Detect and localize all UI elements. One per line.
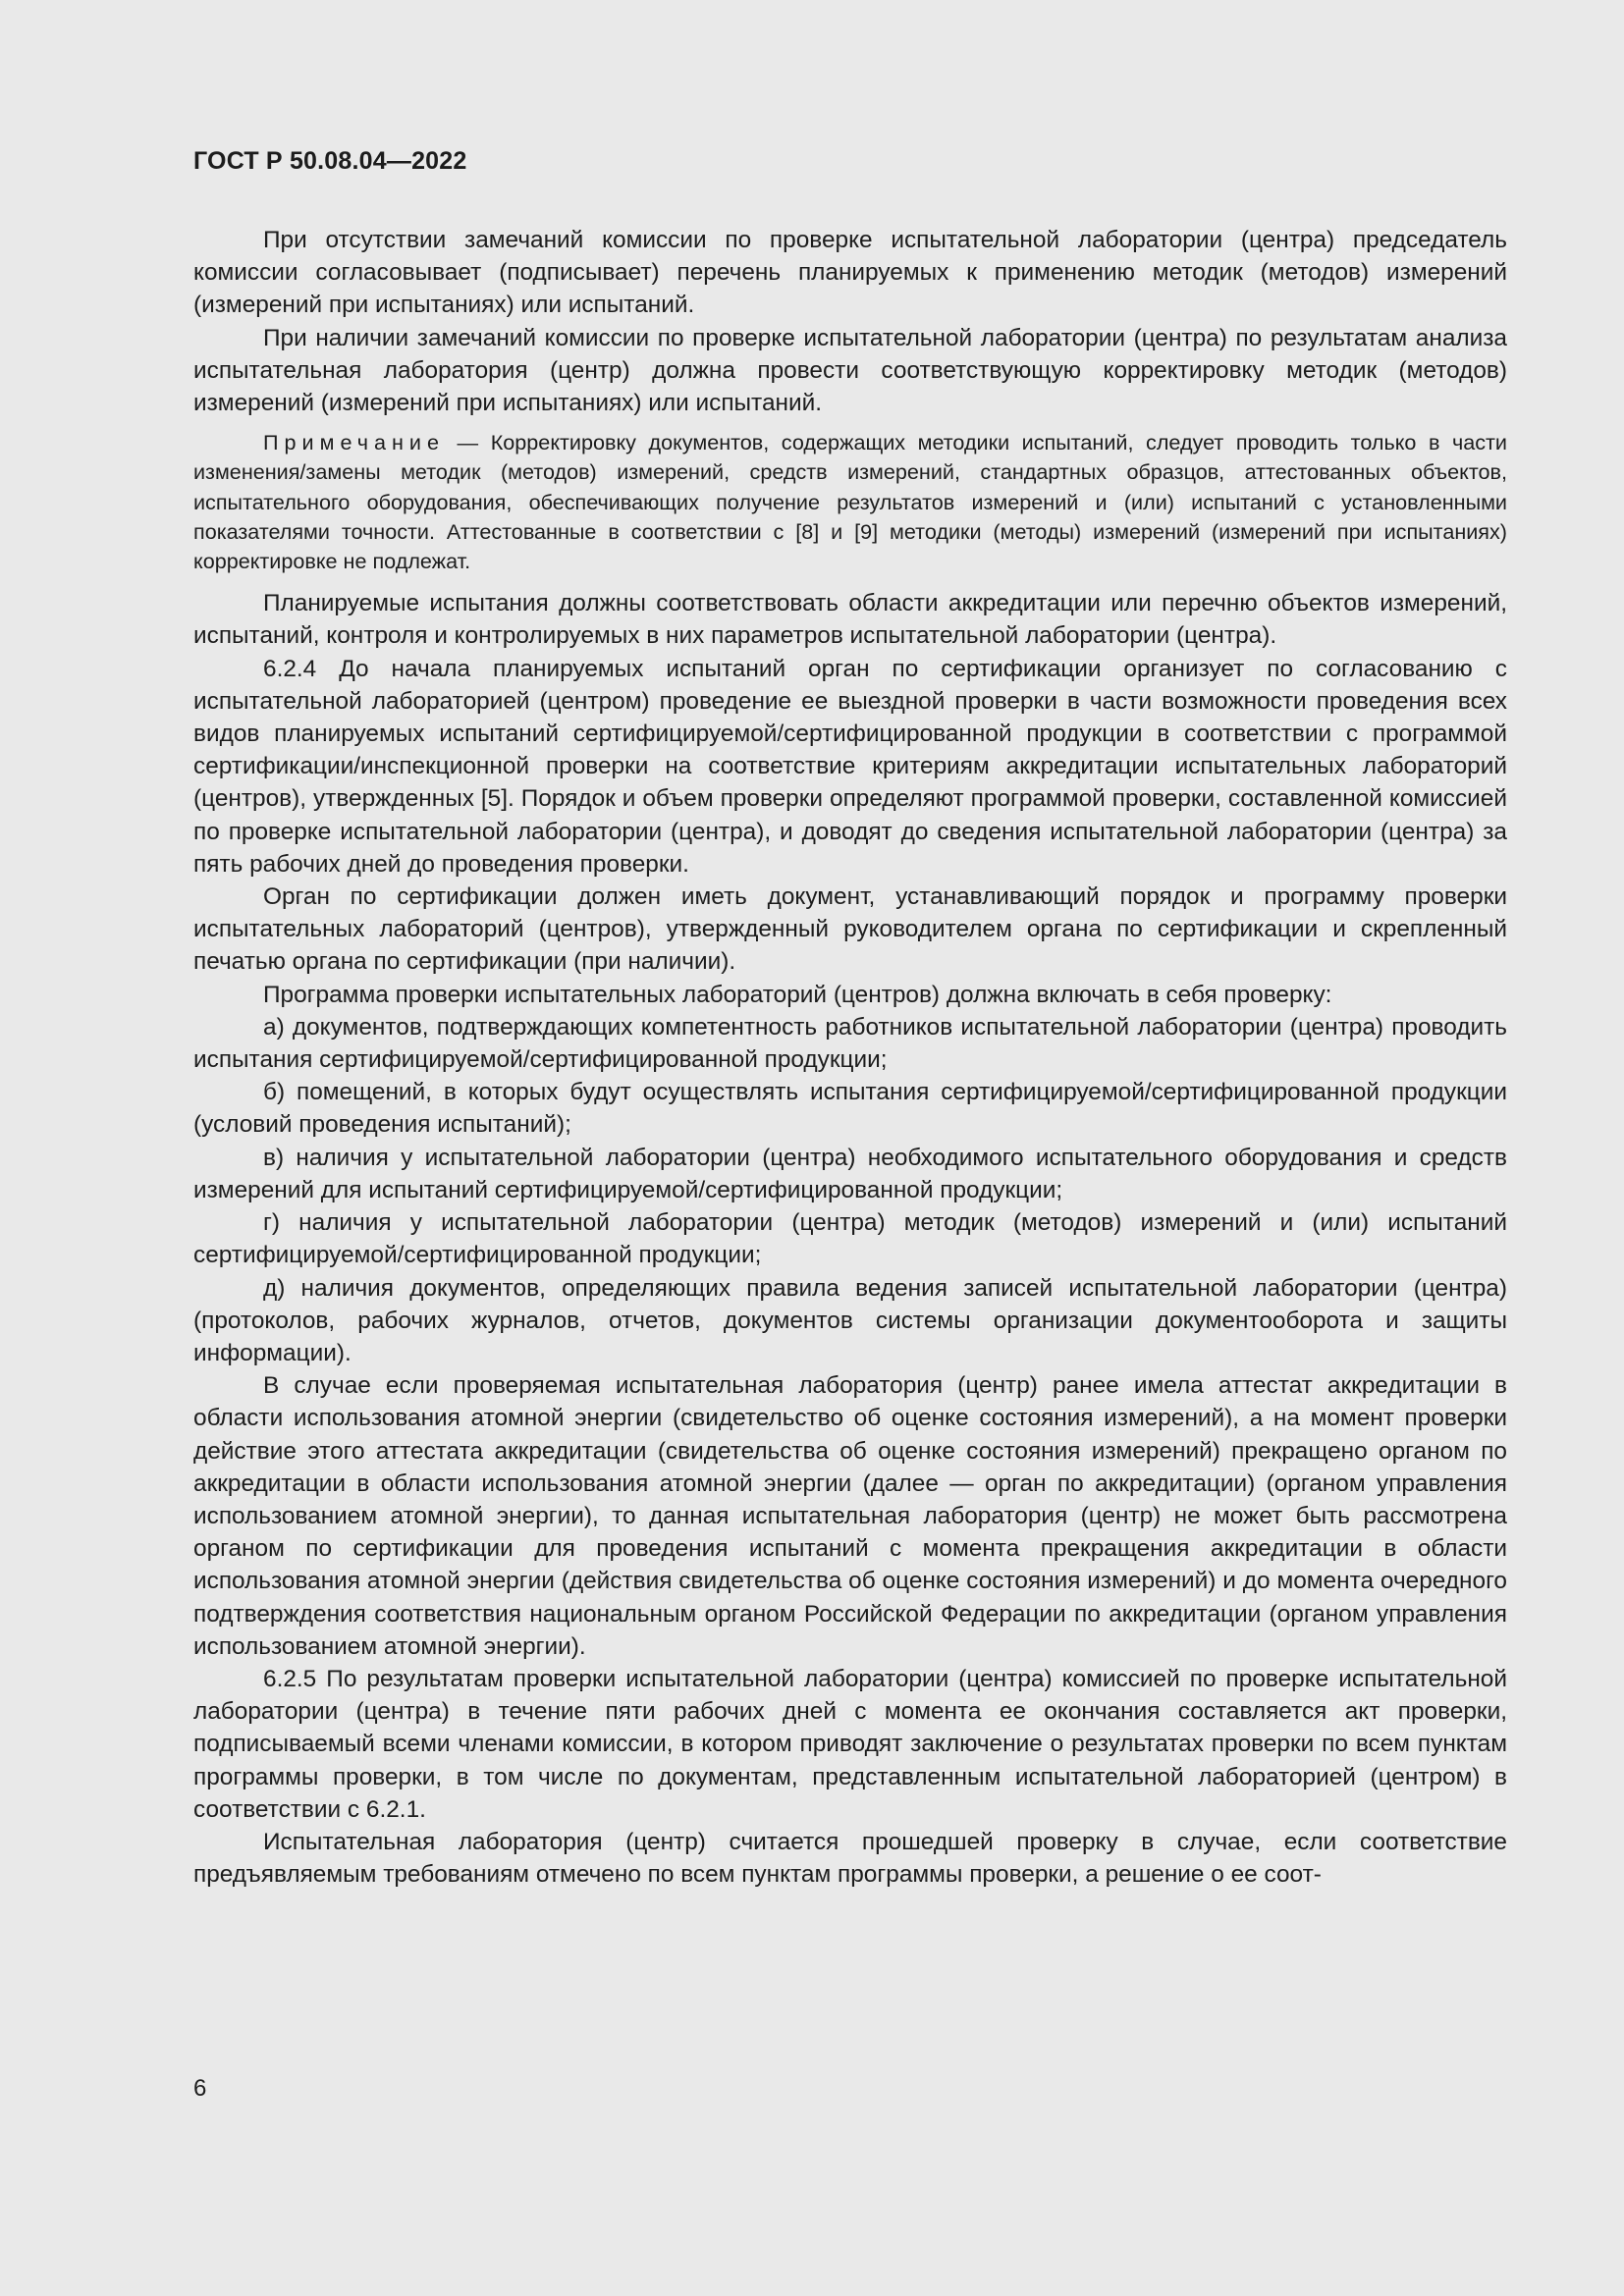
note-label: Примечание xyxy=(263,430,445,455)
document-code-header: ГОСТ Р 50.08.04—2022 xyxy=(193,147,467,175)
paragraph-certification-body-document: Орган по сертификации должен иметь документ, устанавливающий порядок и программу проверки испытательных лабораторий (центров), утвержденный руководителем органа по сертификации и скрепленный печатью органа по сертификации (при наличии). xyxy=(193,883,1507,976)
paragraph-inspection-program: Программа проверки испытательных лабораторий (центров) должна включать в себя проверку: xyxy=(263,981,1332,1008)
list-item-d: д) наличия документов, определяющих правила ведения записей испытательной лаборатории (центра) (протоколов, рабочих журналов, отчетов, документов системы организации документооборота и защиты информации). xyxy=(193,1274,1507,1366)
note-text: — Корректировку документов, содержащих методики испытаний, следует проводить только в части изменения/замены методик (методов) измерений, средств измерений, стандартных образцов, аттестованных объектов, испытательного оборудования, обеспечивающих получение результатов измерений и (или) испытаний с установленными показателями точности. Аттестованные в соответствии с [8] и [9] методики (методы) измерений (измерений при испытаниях) корректировке не подлежат. xyxy=(193,430,1507,574)
paragraph-inspection-passed: Испытательная лаборатория (центр) считается прошедшей проверку в случае, если соответствие предъявляемым требованиям отмечено по всем пунктам программы проверки, а решение о ее соот- xyxy=(193,1828,1507,1889)
paragraph-atomic-accreditation: В случае если проверяемая испытательная лаборатория (центр) ранее имела аттестат аккредитации в области использования атомной энергии (свидетельство об оценке состояния измерений), а на момент проверки действие этого аттестата аккредитации (свидетельства об оценке состояния измерений) прекращено органом по аккредитации в области использования атомной энергии (далее — орган по аккредитации) (органом управления использованием атомной энергии), то данная испытательная лаборатория (центр) не может быть рассмотрена органом по сертификации для проведения испытаний с момента прекращения аккредитации в области использования атомной энергии (действия свидетельства об оценке состояния измерений) и до момента очередного подтверждения соответствия национальным органом Российской Федерации по аккредитации (органом управления использованием атомной энергии). xyxy=(193,1372,1507,1660)
note-paragraph xyxy=(193,428,1507,576)
list-item-v: в) наличия у испытательной лаборатории (центра) необходимого испытательного оборудования и средств измерений для испытаний сертифицируемой/сертифицированной продукции; xyxy=(193,1144,1507,1203)
list-item-b: б) помещений, в которых будут осуществлять испытания сертифицируемой/сертифицированной продукции (условий проведения испытаний); xyxy=(193,1079,1507,1139)
paragraph-no-remarks: При отсутствии замечаний комиссии по проверке испытательной лаборатории (центра) председатель комиссии согласовывает (подписывает) перечень планируемых к применению методик (методов) измерений (измерений при испытаниях) или испытаний. xyxy=(193,227,1507,319)
clause-6-2-5: 6.2.5 По результатам проверки испытательной лаборатории (центра) комиссией по проверке испытательной лаборатории (центра) в течение пяти рабочих дней с момента ее окончания составляется акт проверки, подписываемый всеми членами комиссии, в котором приводят заключение о результатах проверки по всем пунктам программы проверки, в том числе по документам, представленным испытательной лабораторией (центром) в соответствии с 6.2.1. xyxy=(193,1665,1507,1823)
list-item-a: а) документов, подтверждающих компетентность работников испытательной лаборатории (центра) проводить испытания сертифицируемой/сертифицированной продукции; xyxy=(193,1013,1507,1074)
paragraph-with-remarks: При наличии замечаний комиссии по проверке испытательной лаборатории (центра) по результатам анализа испытательная лаборатория (центр) должна провести соответствующую корректировку методик (методов) измерений (измерений при испытаниях) или испытаний. xyxy=(193,324,1507,417)
list-item-g: г) наличия у испытательной лаборатории (центра) методик (методов) измерений и (или) испытаний сертифицируемой/сертифицированной продукции; xyxy=(193,1209,1507,1269)
document-body xyxy=(193,224,1507,1891)
clause-6-2-4: 6.2.4 До начала планируемых испытаний орган по сертификации организует по согласованию с испытательной лабораторией (центром) проведение ее выездной проверки в части возможности проведения всех видов планируемых испытаний сертифицируемой/сертифицированной продукции в соответствии с программой сертификации/инспекционной проверки на соответствие критериям аккредитации испытательных лабораторий (центров), утвержденных [5]. Порядок и объем проверки определяют программой проверки, составленной комиссией по проверке испытательной лаборатории (центра), и доводят до сведения испытательной лаборатории (центра) за пять рабочих дней до проведения проверки. xyxy=(193,655,1507,878)
page-number: 6 xyxy=(193,2075,207,2102)
paragraph-planned-tests: Планируемые испытания должны соответствовать области аккредитации или перечню объектов измерений, испытаний, контроля и контролируемых в них параметров испытательной лаборатории (центра). xyxy=(193,590,1507,650)
